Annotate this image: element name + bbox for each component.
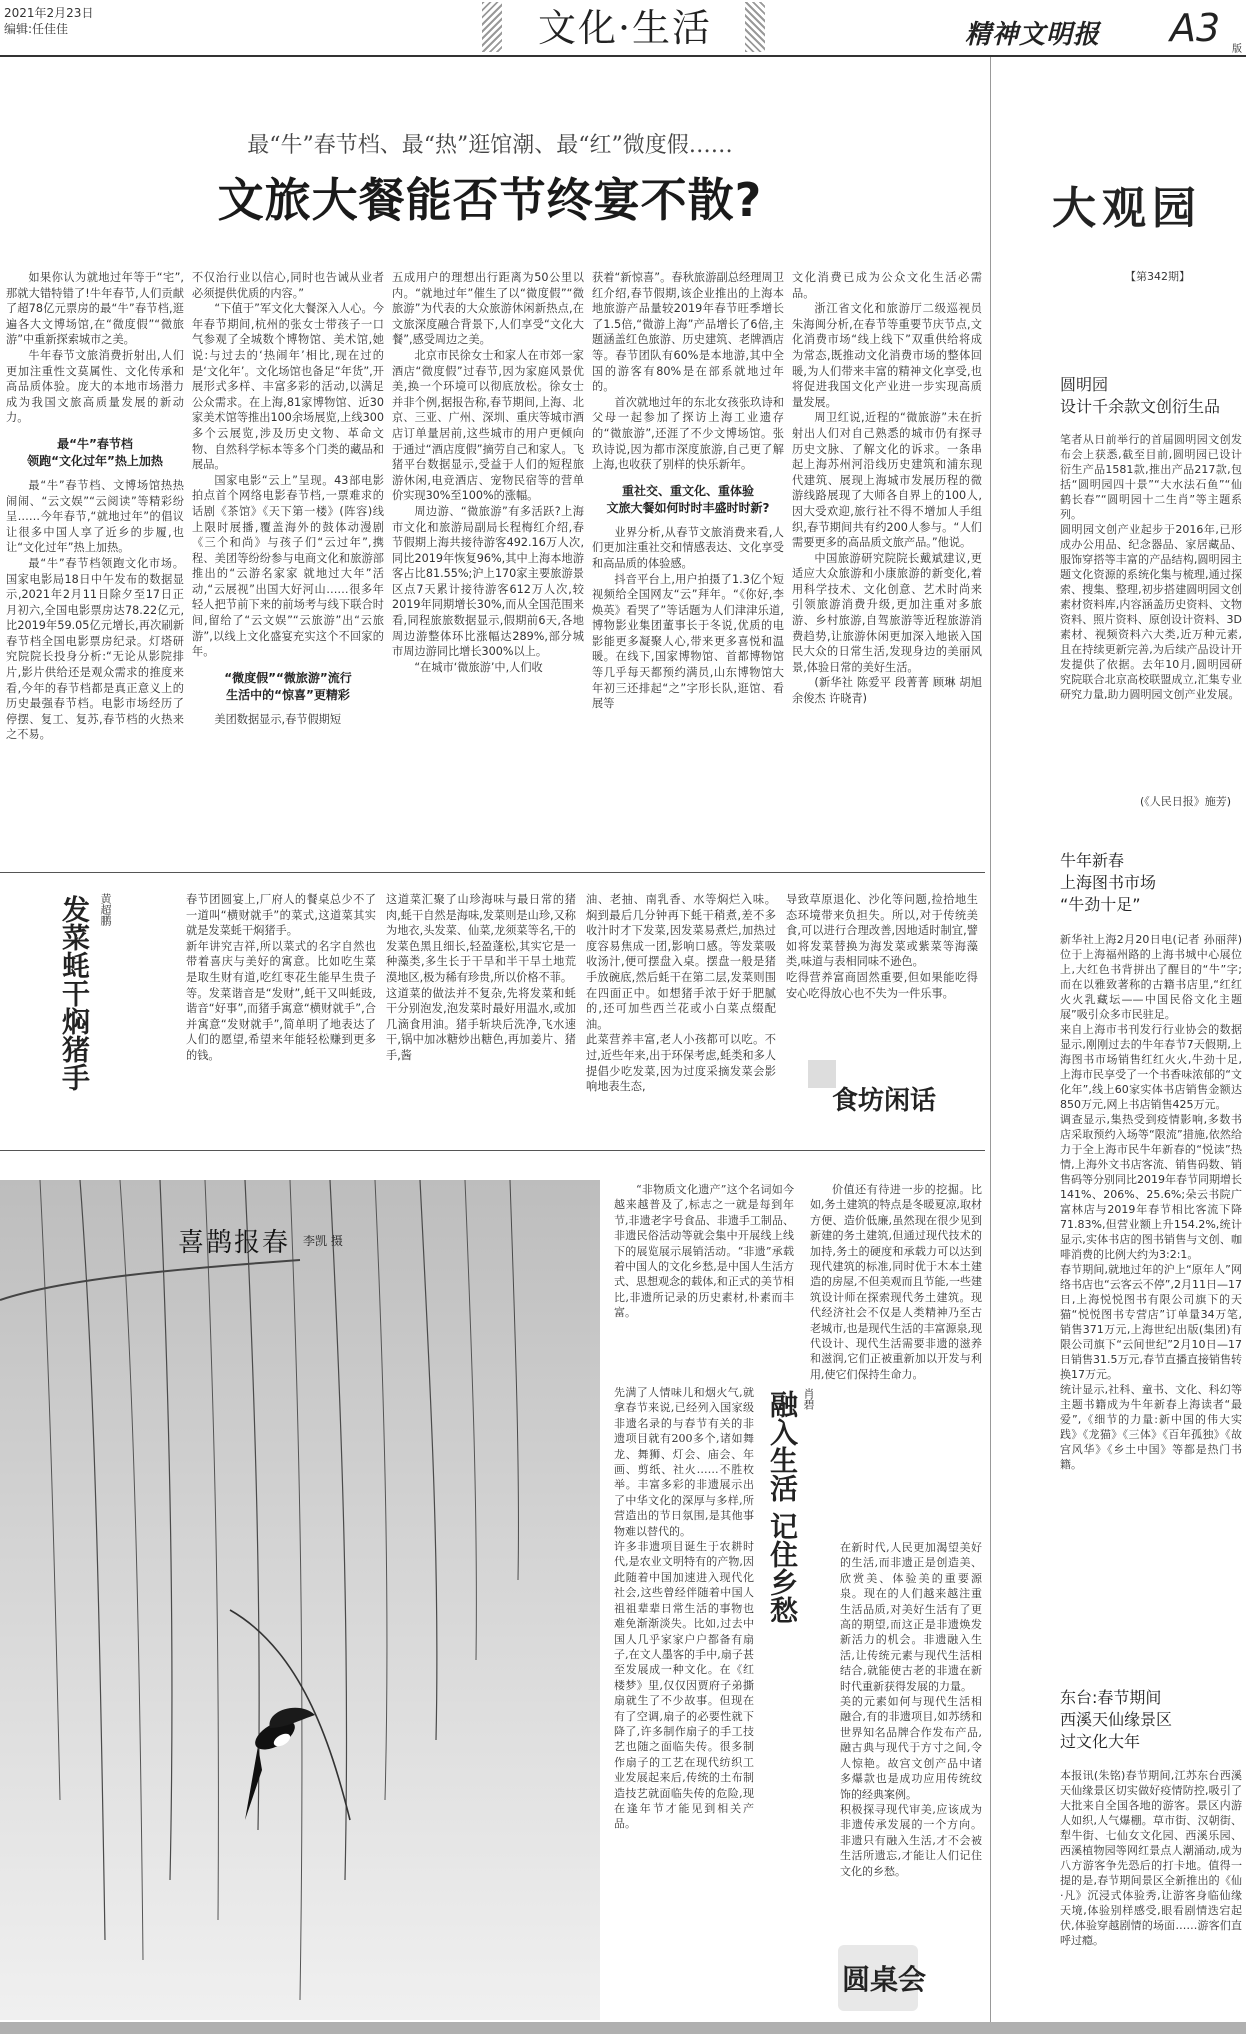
paragraph: 最“牛”春节档、文博场馆热热闹闹、“云文娱”“云阅读”等精彩纷呈……今年春节,“就地过年”的倡议让很多中国人享了近乡的步履,也让“文化过年”热上加热。: [6, 478, 184, 555]
dish-column-name: 食坊闲话: [832, 1086, 937, 1116]
paragraph: 国家电影“云上”呈现。43部电影拍点首个网络电影春节档,一票难求的话剧《茶馆》《天下第一楼》(阵容)线上限时展播,覆盖海外的鼓体动漫剧《三个和尚》与孩子们“云过年”,携程、美团等纷纷参与电商文化和旅游部推出的“云游名家家 就地过大年”活动,“云展视”出国大好河山……很多年轻人把节前下来的前场考与线下联合时间,留给了“云文娱”“云旅游”出“云旅游”,以线上文化盛宴充实这个不回家的年。: [192, 473, 384, 659]
paragraph: 美团数据显示,春节假期短: [214, 712, 342, 726]
willow-branch: [245, 1180, 259, 1830]
willow-branch: [205, 1180, 218, 1920]
subheading: [6, 436, 184, 470]
paragraph: 获着“新惊喜”。春秋旅游副总经理周卫红介绍,春节假期,该企业推出的上海本地旅游产品量较2019年春节旺季增长了1.5倍,“微游上海”产品增长了6倍,主题涵盖红色旅游、历史建筑、老牌酒店等。春节团队有60%是本地游,其中全国的游客有80%是在部系就地过年的。: [592, 271, 784, 394]
sidebar-s3-subtitle-2: 过文化大年: [1060, 1732, 1141, 1751]
willow-illustration: [0, 1180, 600, 2020]
dish-author: 黄超鹏: [99, 893, 112, 926]
paragraph: “在城市‘微旅游’中,人们收: [414, 660, 543, 674]
paragraph: 文化消费已成为公众文化生活必需品。: [792, 271, 982, 300]
subheading-line: 生活中的“惊喜”更精彩: [226, 687, 350, 702]
paragraph: 抖音平台上,用户拍摄了1.3亿个短视频给全国网友“云”拜年。“《你好,李焕英》看哭了”等话题为人们津津乐道,博物影业集团董事长于冬说,优质的电影能更多凝聚人心,带来更多喜悦和温暖。在线下,国家博物馆、首都博物馆等几乎每天都预约满员,山东博物馆大年初三还排起“之”字形长队,逛馆、看展等: [592, 572, 784, 711]
paragraph: 五成用户的理想出行距离为50公里以内。“就地过年”催生了以“微度假”“微旅游”为代表的大众旅游休闲新热点,在文旅深度融合背景下,人们享受“文化大餐”,感受周边之美。: [392, 271, 584, 347]
paragraph: 牛年春节文旅消费折射出,人们更加注重性文莫属性、文化传承和高品质体验。庞大的本地市场潜力成为我国文旅高质量发展的新动力。: [6, 348, 184, 425]
page-number: A3: [1170, 6, 1221, 50]
willow-branch: [160, 1180, 172, 1880]
sidebar-issue: 【第342期】: [1125, 270, 1190, 283]
byline: (新华社 陈爱平 段菁菁 顾琳 胡旭 余俊杰 许晓青): [792, 676, 982, 706]
sidebar-s1-body: 笔者从日前举行的首届圆明园文创发布会上获悉,截至目前,圆明园已设计衍生产品1581款,推出产品217款,包括“圆明园四十景”“大水法石鱼”“仙鹤长春”“圆明园十二生肖”等主题系列。 圆明园文创产业起步于2016年,已形成办公用品、纪念器品、家居藏品、服饰穿搭等丰富的产品结构,圆明园主题文化资源的系统化集与梳理,通过探索、搜集、整理,初步搭建圆明园文创素材资料库,内容涵盖历史资料、文物资料、照片资料、原创设计资料、3D素材、视频资料六大类,近万种元素,且在持续更新完善,为后续产品设计开发提供了依据。去年10月,圆明园研究院联合北京高校联盟成立,汇集专业研究力量,助力圆明园文创产业发展。: [1060, 433, 1242, 701]
photo-willow-magpie: [0, 1180, 600, 2020]
section-title: 文化·生活: [537, 6, 713, 50]
sidebar-s1-byline: (《人民日报》施芳): [1140, 795, 1232, 808]
main-col-3: [392, 270, 584, 825]
paragraph: 不仅治行业以信心,同时也告诫从业者必须提供优质的内容。”: [192, 271, 384, 300]
sidebar-s2-title: 牛年新春: [1060, 851, 1125, 870]
essay-col-3: [810, 1182, 982, 1537]
art-title: 喜鹊报春: [178, 1228, 291, 1258]
paragraph: 中国旅游研究院院长戴斌建议,更适应大众旅游和小康旅游的新变化,着用科学技术、文化创意、艺术时尚来引领旅游消费升级,更加注重对多旅游、乡村旅游,自驾旅游等近程旅游消费趋势,让旅游休闲更加深入地嵌入国民大众的日常生活,发现身边的美丽风景,体验日常的美好生活。: [792, 551, 982, 674]
page-ban: 版: [1232, 44, 1242, 55]
willow-branch: [80, 1180, 105, 1940]
paragraph: “非物质文化遗产”这个名词如今越来越普及了,标志之一就是每到年节,非遗老字号食品、非遗手工制品、非遗民俗活动等就会集中开展线上线下的展览展示展销活动。“非遗”承载着中国人的文化乡愁,是中国人生活方式、思想观念的载体,和正式的美节相比,非遗所记录的历史素材,朴素而丰富。: [614, 1183, 794, 1320]
dish-col-1: 春节团圆宴上,厂府人的餐桌总少不了一道叫“横财就手”的菜式,这道菜其实就是发菜蚝干焖猪手。 新年讲究吉祥,所以菜式的名字自然也带着喜庆与美好的寓意。比如吃生菜是取生财有道,吃红枣花生能早生贵子等。发菜谐音是“发财”,蚝干又叫蚝豉,谐音“好事”,而猪手寓意“横财就手”,合并寓意“发财就手”,简单明了地表达了人们的愿望,希望来年能轻松赚到更多的钱。: [186, 893, 376, 1062]
newspaper-name: 精神文明报: [965, 20, 1101, 50]
dish-title: 发菜蚝干焖猪手: [58, 895, 91, 1091]
sidebar-s2-subtitle-2: “牛劲十足”: [1060, 895, 1141, 914]
main-col-1: [6, 270, 184, 825]
section-divider: [0, 1150, 985, 1151]
main-col-2: [192, 270, 384, 825]
dish-col-2: 这道菜汇聚了山珍海味与最日常的猪肉,蚝干自然是海味,发菜则是山珍,又称为地衣,头发菜、仙菜,龙须菜等名,干的发菜色黑且细长,轻盈蓬松,其实它是一种藻类,多生长于干旱和半干旱土地荒漠地区,极为稀有珍贵,所以价格不菲。 这道菜的做法并不复杂,先将发菜和蚝干分别泡发,泡发菜时最好用温水,或加几滴食用油。猪手斩块后洗净,飞水速干,锅中加冰糖炒出糖色,再加姜片、猪手,酱: [386, 893, 576, 1062]
willow-branch: [290, 1180, 302, 2000]
subheading-line: “微度假”“微旅游”流行: [224, 670, 352, 685]
main-col-4: [592, 270, 784, 825]
paragraph: 最“牛”春节档领跑文化市场。国家电影局18日中午发布的数据显示,2021年2月11日除夕至17日正月初六,全国电影票房达78.22亿元,比2019年59.05亿元增长,再次刷新春节档全国电影票房纪录。灯塔研究院院长投身分析:“无论从影院排片,影片供给还是观众需求的推度来看,今年的春节档都是真正意义上的历史最强春节档。电影市场经历了停摆、复工、复苏,春节档的火热来之不易。: [6, 556, 184, 742]
header-date: 2021年2月23日: [4, 6, 94, 20]
paragraph: 周边游、“微旅游”有多活跃?上海市文化和旅游局副局长程梅红介绍,春节假期上海共接待游客492.16万人次,同比2019年恢复96%,其中上海本地游客占比81.55%;沪上170家主要旅游景区点7天累计接待游客612万人次,较2019年同期增长30%,而从全国范围来看,同程旅旅数据显示,假期前6天,各地周边游整体环比涨幅达289%,部分城市周边游同比增长300%以上。: [392, 504, 584, 659]
sidebar-s1-title: 圆明园: [1060, 375, 1109, 394]
dish-col-4: 导致草原退化、沙化等问题,捡拾地生态环境带来负担失。所以,对于传统美食,可以进行合理改善,因地适时制宜,譬如将发菜替换为海发菜或紫菜等海藻类,味道与表相同味不逊色。 吃得营养富商固然重要,但如果能吃得安心吃得放心也不失为一件乐事。: [786, 893, 978, 1000]
magpie-bird: [245, 1708, 315, 1820]
willow-branch: [40, 1180, 60, 1800]
subheading-line: 最“牛”春节档: [57, 436, 133, 451]
sidebar-s2-body: 新华社上海2月20日电(记者 孙丽萍)位于上海福州路的上海书城中心展位上,大红色书背拼出了醒目的“牛”字;而在以雅致著称的古籍书店里,“红红火火乳藏坛——中国民俗文化主题展”吸引众多市民驻足。 来自上海市书刊发行行业协会的数据显示,刚刚过去的牛年春节7天假期,上海图书市场销售红红火火,牛劲十足,上海市民享受了一个书香味浓郁的“文化年”,线上60家实体书店销售金额达850万元,网上书店销售425万元。 调查显示,集热受到疫情影响,多数书店采取预约入场等“限流”措施,依然给力于全上海市民牛年新春的“悦读”热情,上海外文书店客流、销售码数、销售码等分别同比2019年春节同期增长141%、206%、25.6%;朵云书院广富林店与2019年春节相比客流下降71.83%,但营业额上升154.2%,统计显示,实体书店的图书销售与文创、咖啡消费的比例大约为3:2:1。 春节期间,就地过年的沪上“原年人”网络书店也“云客云不停”,2月11日—17日,上海悦悦图书有限公司旗下的天猫“悦悦图书专营店”订单量34万笔,销售371万元,上海世纪出版(集团)有限公司旗下“云间世纪”2月10日—17日销售31.5万元,春节直播直接销售转换17万元。 统计显示,社科、童书、文化、科幻等主题书籍成为牛年新春上海读者“最爱”,《细节的力量:新中国的伟大实践》《龙猫》《三体》《百年孤独》《故宫风华》《乡土中国》等都是热门书籍。: [1060, 933, 1242, 1471]
header-rule: [0, 55, 1246, 57]
header-editor: 编辑:任佳佳: [4, 22, 69, 36]
essay-column-name: 圆桌会: [842, 1963, 927, 1996]
paragraph: 如果你认为就地过年等于“宅”,那就大错特错了!牛年春节,人们贡献了超78亿元票房的最“牛”春节档,逛遍各大文博场馆,在“微度假”“微旅游”中重新探索城市之美。: [6, 271, 184, 347]
section-banner-right: [745, 2, 765, 52]
essay-title: 融入生活 记住乡愁: [766, 1390, 799, 1624]
willow-branch: [120, 1180, 143, 1960]
subheading: [192, 670, 384, 704]
paragraph: 首次就地过年的东北女孩张玖诗和父母一起参加了探访上海工业遗存的“微旅游”,还涯了不少文博场馆。张玖诗说,因为都市深度旅游,自己更了解上海,也收获了别样的快乐新年。: [592, 395, 784, 472]
section-divider: [0, 872, 985, 873]
sidebar-s1-subtitle: 设计千余款文创衍生品: [1060, 397, 1221, 416]
paragraph: 价值还有待进一步的挖掘。比如,务土建筑的特点是冬暖夏凉,取材方便、造价低廉,虽然现在很少见到新建的务土建筑,但通过现代技术的加持,务土的硬度和承载力可以达到现代建筑的标准,同时优于木本土建造的房屋,不但美观而且节能,一些建筑设计师在探索现代务土建筑。现代经济社会不仅是人类精神乃至古老城市,也是现代生活的丰富源泉,现代设计、现代生活需要非遗的滋养和滋润,它们正被重新加以开发与利用,使它们保持生命力。: [810, 1183, 982, 1381]
paragraph: 浙江省文化和旅游厅二级巡视员朱海闽分析,在春节等重要节庆节点,文化消费市场“线上线下”双重供给将成为常态,既推动文化消费市场的整体回暖,为人们带来丰富的精神文化享受,也将促进我国文化产业进一步实现高质量发展。: [792, 302, 982, 409]
dish-col-3: 油、老抽、南乳香、水等焖烂入味。焖到最后几分钟再下蚝干稍煮,差不多收汁时才下发菜,因发菜易煮烂,加热过度容易焦成一团,影响口感。等发菜吸收汤汁,便可摆盘入桌。摆盘一般是猪手放碗底,然后蚝干在第二层,发菜则围在四面正中。如想猪手浓于好于肥腻的,还可加些西兰花或小白菜点缀配油。 此菜营养丰富,老人小孩都可以吃。不过,近些年来,出于环保考虑,蚝类和多人提倡少吃发菜,因为过度采摘发菜会影响地表生态,: [586, 893, 776, 1094]
willow-branch: [510, 1180, 518, 1580]
sidebar-s2-subtitle: 上海图书市场: [1060, 873, 1157, 892]
paragraph: 周卫红说,近程的“微旅游”未在折射出人们对自己熟悉的城市仍有探寻历史文脉、了解文化的诉求。一条串起上海苏州河沿线历史建筑和浦东现代建筑、展现上海城市发展历程的微游线路展现了大师各自界上的100人,因大受欢迎,旅行社不得不增加人手组织,春节期间共有约200人参与。“人们需要更多的高品质文旅产品。”他说。: [792, 411, 982, 550]
art-author: 李凯 摄: [303, 1234, 343, 1248]
paragraph: “下值于”军文化大餐深入人心。今年春节期间,杭州的张女士带孩子一口气参观了全城数个博物馆、美术馆,她说:与过去的‘热闹年’相比,现在过的是‘文化年’。文化场馆也备足“年货”,开展形式多样、丰富多彩的活动,以满足公众需求。在上海,81家博物馆、近30家美术馆等推出100余场展览,上线300多个云展览,涉及历史文物、革命文物、自然科学标本等多个门类的藏品和展品。: [192, 302, 384, 472]
main-headline: 文旅大餐能否节终宴不散?: [217, 173, 763, 227]
footer-bar: [0, 2022, 1246, 2034]
main-kicker: 最“牛”春节档、最“热”逛馆潮、最“红”微度假……: [247, 133, 733, 158]
subheading-line: 文旅大餐如何时时丰盛时时新?: [606, 500, 770, 515]
subheading: [592, 483, 784, 517]
section-banner-left: [482, 2, 502, 52]
essay-col-4: 在新时代,人民更加渴望美好的生活,而非遗正是创造美、欣赏美、体验美的重要源泉。现在的人们越来越注重生活品质,对美好生活有了更高的期望,而这正是非遗焕发新活力的机会。非遗融入生活,让传统元素与现代生活相结合,就能使古老的非遗在新时代重新获得发展的力量。 美的元素如何与现代生活相融合,有的非遗项目,如苏绣和世界知名品牌合作发布产品,融古典与现代于方寸之间,令人惊艳。故宫文创产品中诸多爆款也是成功应用传统纹饰的经典案例。 积极探寻现代审美,应该成为非遗传承发展的一个方向。非遗只有融入生活,才不会被生活所遗忘,才能让人们记住文化的乡愁。: [840, 1541, 982, 1878]
sidebar-s3-subtitle: 西溪天仙缘景区: [1060, 1710, 1173, 1729]
sidebar-divider: [990, 57, 991, 2034]
sidebar-logo: 大观园: [1052, 183, 1202, 234]
essay-col-1: [614, 1182, 794, 1377]
essay-author: 肖碧: [802, 1388, 815, 1410]
essay-col-2: 先满了人情味儿和烟火气,就拿春节来说,已经列入国家级非遗名录的与春节有关的非遗项目就有200多个,诸如舞龙、舞狮、灯会、庙会、年画、剪纸、社火……不胜枚举。丰富多彩的非遗展示出了中华文化的深厚与多样,所营造出的节日氛围,是其他事物难以替代的。 许多非遗项目诞生于农耕时代,是农业文明特有的产物,因此随着中国加速进入现代化社会,这些曾经伴随着中国人祖祖辈辈日常生活的事物也难免渐渐淡失。比如,过去中国人几乎家家户户都备有扇子,在文人墨客的手中,扇子甚至发展成一种文化。在《红楼梦》里,仅仅因贾府子弟撕扇就生了不少故事。但现在有了空调,扇子的必要性就下降了,许多制作扇子的手工技艺也随之面临失传。很多制作扇子的工艺在现代纺织工业发展起来后,传统的土布制造技艺就面临失传的危险,现在逢年节才能见到相关产品。: [614, 1386, 754, 1831]
paragraph: 业界分析,从春节文旅消费来看,人们更加注重社交和情感表达、文化享受和高品质的体验感。: [592, 525, 784, 570]
willow-branch: [420, 1180, 437, 1740]
sidebar-s3-title: 东台:春节期间: [1060, 1688, 1162, 1707]
main-col-5: [792, 270, 982, 825]
willow-branch: [375, 1180, 387, 1800]
subheading-line: 重社交、重文化、重体验: [621, 483, 754, 498]
subheading-line: 领跑“文化过年”热上加热: [27, 453, 163, 468]
sidebar-s3-body: 本报讯(朱铭)春节期间,江苏东台西溪天仙缘景区切实做好疫情防控,吸引了大批来自全国各地的游客。景区内游人如织,人气爆棚。草市街、汉朝街、犁牛街、七仙女文化园、西溪乐园、西溪植物园等网红景点人潮涌动,成为八方游客争先恐后的打卡地。值得一提的是,春节期间景区全新推出的《仙·凡》沉浸式体验秀,让游客身临仙缘天境,体验别样感受,眼看剧情迭宕起伏,体验穿越剧情的场面……游客们直呼过瘾。: [1060, 1769, 1242, 1947]
paragraph: 北京市民徐女士和家人在市郊一家酒店“微度假”过春节,因为家庭风景优美,换一个环境可以彻底放松。徐女士并非个例,据报告称,春节期间,上海、北京、三亚、广州、深圳、重庆等城市酒店订单量居前,这些城市的用户更倾向于通过“酒店度假”摘劳自己和家人。飞猪平台数据显示,受益于人们的短程旅游休闲,电竞酒店、宠物民宿等的营单价实现30%至100%的涨幅。: [392, 348, 584, 503]
willow-branch: [465, 1180, 476, 1660]
